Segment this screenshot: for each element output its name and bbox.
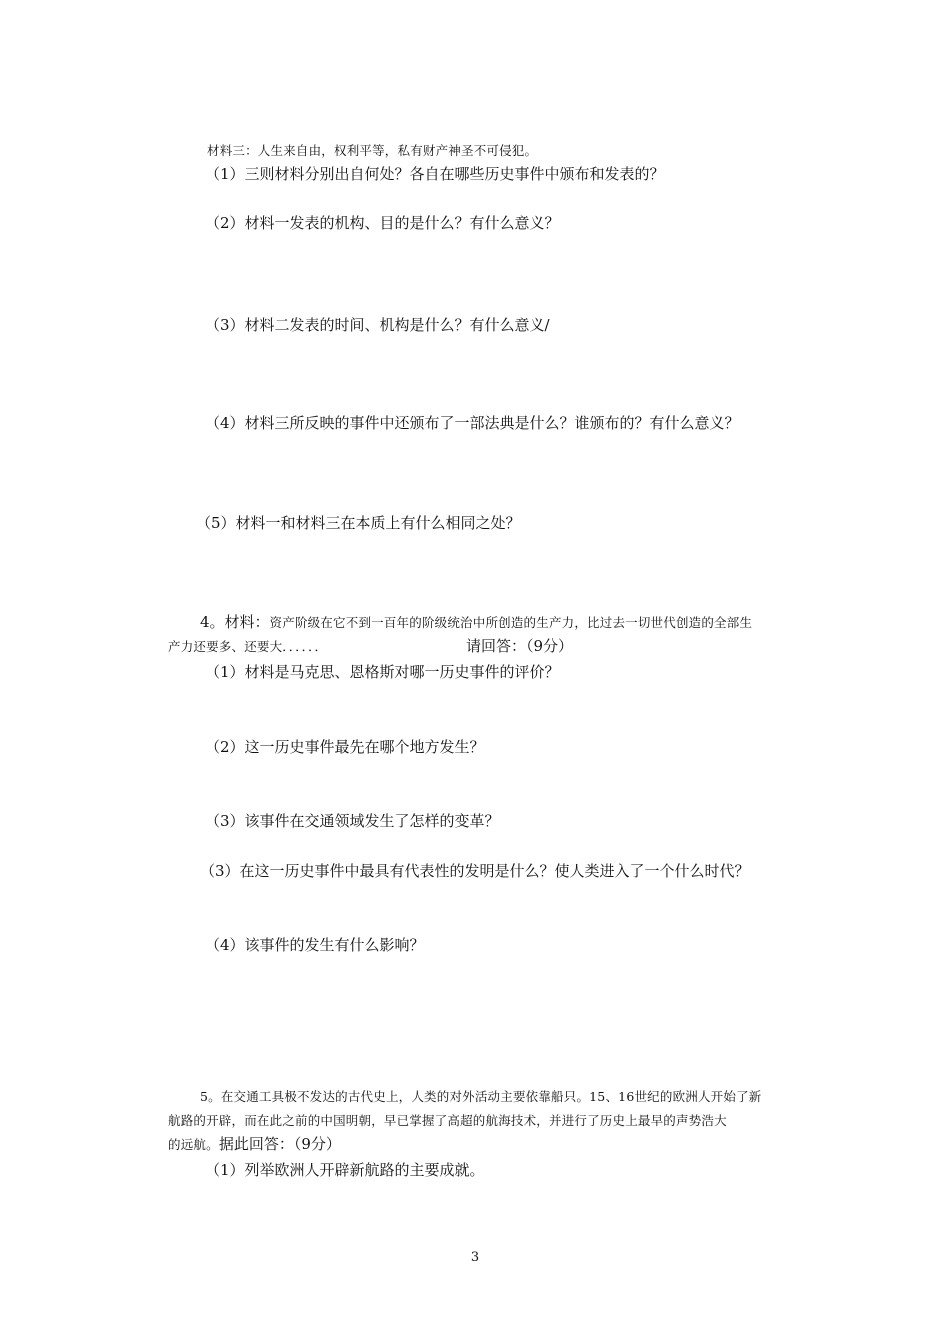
q5-stem-line-2 — [168, 1110, 727, 1131]
q4-subquestion-3b: （3）在这一历史事件中最具有代表性的发明是什么？使人类进入了一个什么时代？ — [200, 862, 750, 880]
q4-subquestion-2: （2）这一历史事件最先在哪个地方发生？ — [205, 738, 485, 756]
q4-stem-label: 4。材料： — [200, 613, 270, 631]
q4-stem-line-1 — [200, 612, 752, 633]
q4-subquestion-3: （3）该事件在交通领域发生了怎样的变革？ — [205, 812, 500, 830]
q4-answer-prompt: 请回答：（9分） — [466, 637, 574, 655]
q4-stem-line-2 — [168, 636, 327, 657]
q4-stem-text-2: 产力还要多、还要大．．．．．． — [168, 639, 328, 654]
q3-subquestion-2: （2）材料一发表的机构、目的是什么？有什么意义？ — [205, 214, 560, 232]
q5-subquestion-1: （1）列举欧洲人开辟新航路的主要成就。 — [205, 1161, 485, 1179]
q4-stem-text-1: 资产阶级在它不到一百年的阶级统治中所创造的生产力，比过去一切世代创造的全部生 — [269, 615, 753, 630]
q3-subquestion-3: （3）材料二发表的时间、机构是什么？有什么意义/ — [205, 316, 550, 334]
q3-subquestion-5: （5）材料一和材料三在本质上有什么相同之处？ — [196, 514, 521, 532]
page-number: 3 — [470, 1250, 480, 1265]
q5-stem-text-2: 航路的开辟，而在此之前的中国明朝，早已掌握了高超的航海技术，并进行了历史上最早的声势浩大 — [168, 1113, 727, 1128]
q4-subquestion-1: （1）材料是马克思、恩格斯对哪一历史事件的评价？ — [205, 663, 560, 681]
q3-material-3: 材料三：人生来自由，权利平等，私有财产神圣不可侵犯。 — [207, 143, 538, 158]
q4-subquestion-4: （4）该事件的发生有什么影响？ — [205, 936, 425, 954]
q3-subquestion-1: （1）三则材料分别出自何处？各自在哪些历史事件中颁布和发表的？ — [205, 165, 665, 183]
q5-answer-prompt: 据此回答：（9分） — [218, 1135, 341, 1153]
q5-stem-line-1 — [200, 1086, 761, 1107]
q5-stem-text-1: 5。在交通工具极不发达的古代史上，人类的对外活动主要依靠船只。15、16世纪的欧洲人开始了新 — [200, 1089, 762, 1104]
q3-subquestion-4: （4）材料三所反映的事件中还颁布了一部法典是什么？谁颁布的？有什么意义？ — [205, 414, 740, 432]
q5-stem-line-3 — [168, 1134, 341, 1155]
q5-stem-text-3: 的远航。 — [168, 1137, 219, 1152]
